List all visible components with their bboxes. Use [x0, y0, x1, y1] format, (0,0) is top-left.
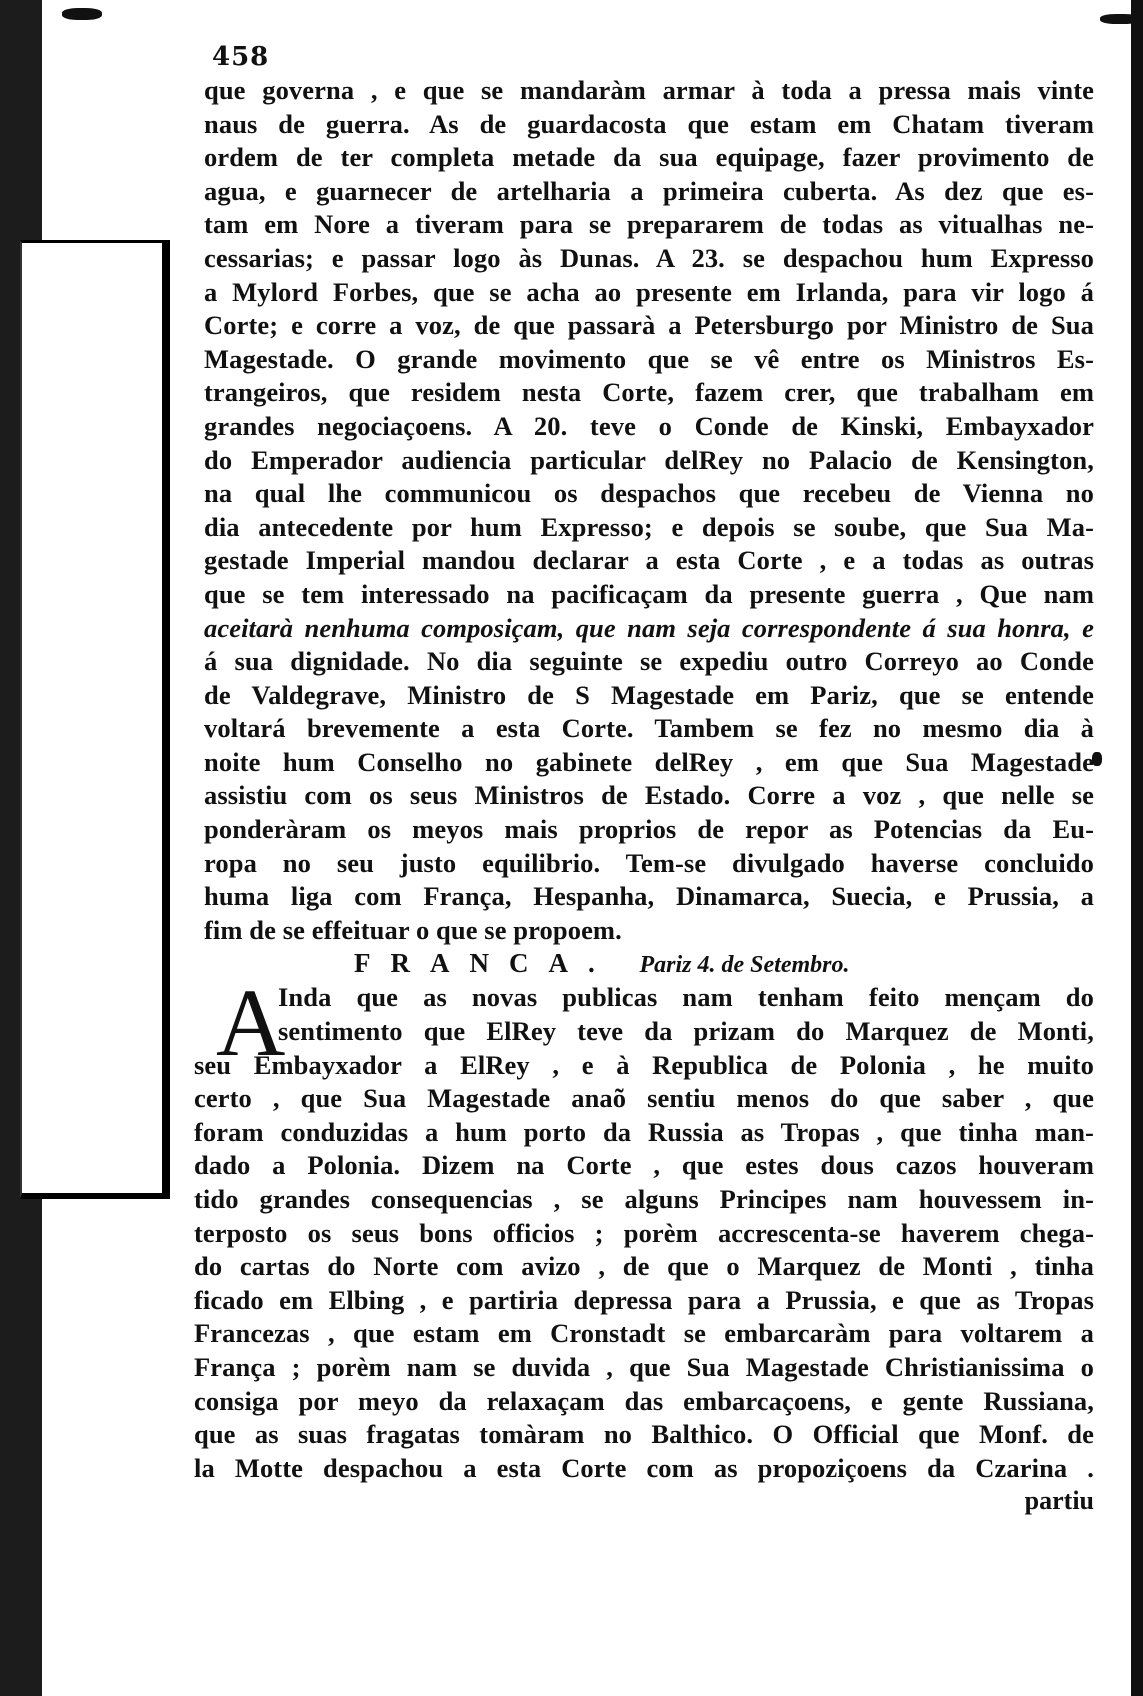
text-line: noite hum Conselho no gabinete delRey , em que Sua Magestade: [204, 746, 1094, 777]
text-line: do cartas do Norte com avizo , de que o Marquez de Monti , tinha: [194, 1251, 1094, 1282]
text-line: tam em Nore a tiveram para se prepararem de todas as vitualhas ne-: [204, 209, 1094, 240]
text-line: ropa no seu justo equilibrio. Tem-se divulgado haverse concluido: [204, 847, 1094, 878]
text-line: na qual lhe communicou os despachos que recebeu de Vienna no: [204, 478, 1094, 509]
drop-capital: A: [216, 969, 286, 1077]
page-number: 458: [212, 42, 270, 72]
text-line: Magestade. O grande movimento que se vê entre os Ministros Es-: [204, 343, 1094, 374]
text-line: a Mylord Forbes, que se acha ao presente em Irlanda, para vir logo á: [204, 276, 1094, 307]
text-line: ordem de ter completa metade da sua equipage, fazer provimento de: [204, 142, 1094, 173]
heading-dateline: Pariz 4. de Setembro.: [639, 952, 850, 979]
right-margin-edge: [1131, 0, 1143, 1696]
text-line: naus de guerra. As de guardacosta que estam em Chatam tiveram: [204, 108, 1094, 139]
text-line: foram conduzidas a hum porto da Russia as Tropas , que tinha man-: [194, 1116, 1094, 1147]
text-line: á sua dignidade. No dia seguinte se expediu outro Correyo ao Conde: [204, 646, 1094, 677]
text-line: voltará brevemente a esta Corte. Tambem se fez no mesmo dia à: [204, 713, 1094, 744]
text-line: que governa , e que se mandaràm armar à toda a pressa mais vinte: [204, 75, 1094, 105]
text-line: que as suas fragatas tomàram no Balthico. O Official que Monf. de: [194, 1419, 1094, 1450]
heading-country: FRANCA.: [354, 948, 615, 979]
text-line: seu Embayxador a ElRey , e à Republica de Polonia , he muito: [194, 1049, 1094, 1080]
text-line: que se tem interessado na pacificaçam da presente guerra , Que nam: [204, 578, 1094, 609]
text-line: cessarias; e passar logo às Dunas. A 23. se despachou hum Expresso: [204, 242, 1094, 273]
paper-tab-frame: [20, 240, 170, 1199]
text-line: do Emperador audiencia particular delRey no Palacio de Kensington,: [204, 444, 1094, 475]
ink-smudge: [62, 8, 102, 20]
text-line: terposto os seus bons officios ; porèm accrescenta-se haverem chega-: [194, 1217, 1094, 1248]
text-line: sentimento que ElRey teve da prizam do Marquez de Monti,: [278, 1016, 1094, 1047]
article-body: [194, 74, 1094, 1517]
text-line: dado a Polonia. Dizem na Corte , que estes dous cazos houveram: [194, 1150, 1094, 1181]
text-line: certo , que Sua Magestade anaõ sentiu menos do que saber , que: [194, 1083, 1094, 1114]
text-line: huma liga com França, Hespanha, Dinamarca, Suecia, e Prussia, a: [204, 881, 1094, 912]
text-line: Inda que as novas publicas nam tenham feito mençam do: [278, 982, 1094, 1013]
text-line: grandes negociaçoens. A 20. teve o Conde de Kinski, Embayxador: [204, 410, 1094, 441]
text-line: ficado em Elbing , e partiria depressa para a Prussia, e que as Tropas: [194, 1284, 1094, 1315]
text-line: de Valdegrave, Ministro de S Magestade em Pariz, que se entende: [204, 679, 1094, 710]
catchword: partiu: [1024, 1486, 1094, 1516]
text-line: la Motte despachou a esta Corte com as propoziçoens da Czarina .: [194, 1452, 1094, 1483]
text-line: Corte; e corre a voz, de que passarà a Petersburgo por Ministro de Sua: [204, 310, 1094, 341]
text-line: assistiu com os seus Ministros de Estado. Corre a voz , que nelle se: [204, 780, 1094, 811]
france-article-text: [194, 969, 1094, 1485]
text-line: gestade Imperial mandou declarar a esta Corte , e a todas as outras: [204, 545, 1094, 576]
text-line: consiga por meyo da relaxaçam das embarcaçoens, e gente Russiana,: [194, 1385, 1094, 1416]
text-line: França ; porèm nam se duvida , que Sua Magestade Christianissima o: [194, 1351, 1094, 1382]
text-line: dia antecedente por hum Expresso; e depois se soube, que Sua Ma-: [204, 511, 1094, 542]
text-line: tido grandes consequencias , se alguns Principes nam houvessem in-: [194, 1184, 1094, 1214]
france-article: [194, 969, 1094, 1485]
section-heading: [354, 947, 1094, 981]
text-line: fim de se effeituar o que se propoem.: [204, 914, 622, 945]
text-line: Francezas , que estam em Cronstadt se embarcaràm para voltarem a: [194, 1318, 1094, 1349]
text-line: ponderàram os meyos mais proprios de repor as Potencias da Eu-: [204, 814, 1094, 845]
text-line: agua, e guarnecer de artelharia a primeira cuberta. As dez que es-: [204, 175, 1094, 206]
text-line-italic: aceitarà nenhuma composiçam, que nam seja correspondente á sua honra, e: [204, 612, 1094, 643]
text-line: trangeiros, que residem nesta Corte, fazem crer, que trabalham em: [204, 377, 1094, 408]
